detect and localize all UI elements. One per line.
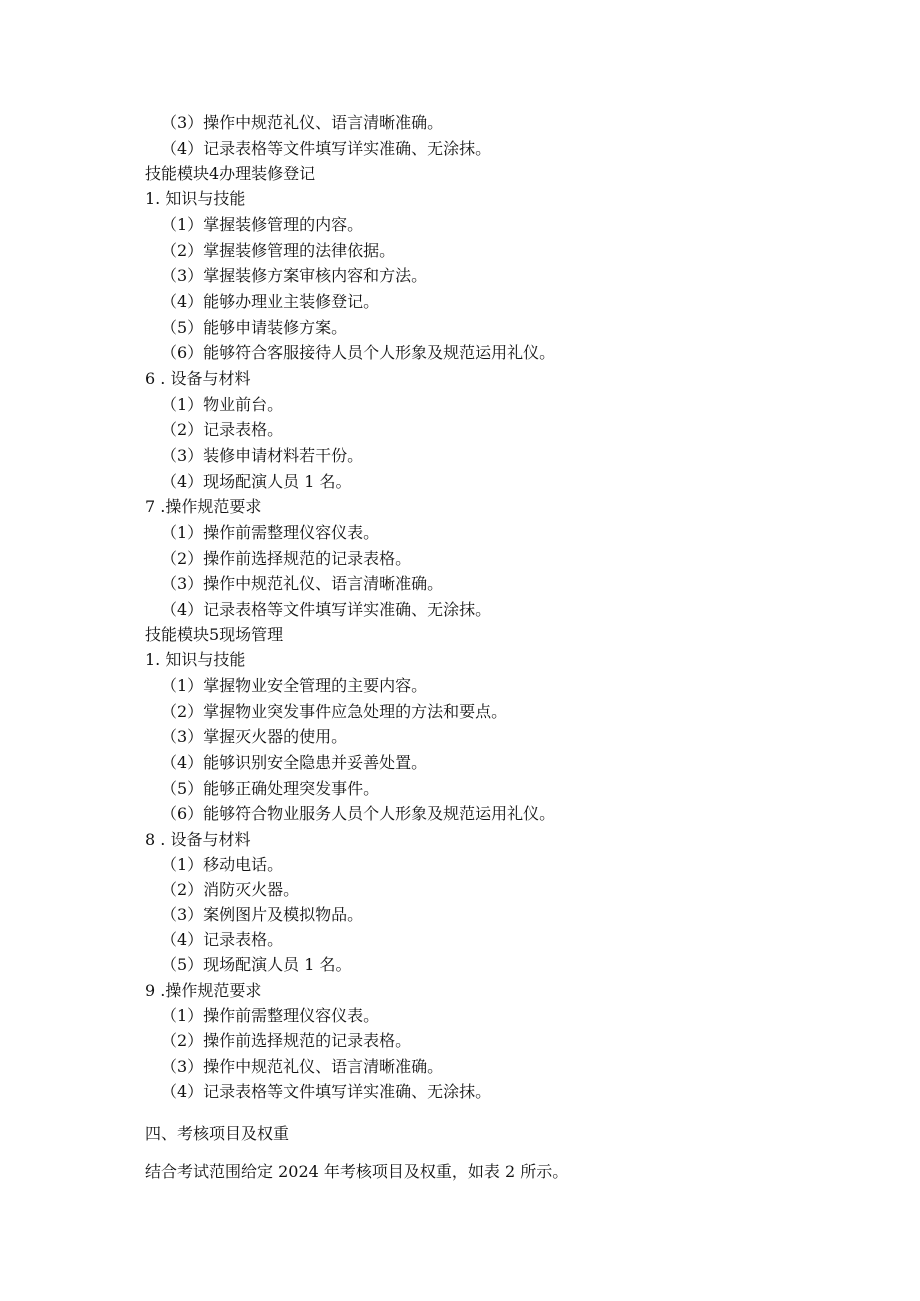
text-line: （1）物业前台。 <box>161 395 284 414</box>
text-line: （4）能够办理业主装修登记。 <box>161 292 380 311</box>
text-line: （4）记录表格等文件填写详实准确、无涂抹。 <box>161 1082 492 1101</box>
text-line: （1）操作前需整理仪容仪表。 <box>161 523 380 542</box>
text-line: （1）移动电话。 <box>161 855 284 874</box>
text-line: （4）现场配演人员 1 名。 <box>161 472 352 491</box>
text-line: （5）现场配演人员 1 名。 <box>161 955 352 974</box>
text-line: （3）操作中规范礼仪、语言清晰准确。 <box>161 574 444 593</box>
subsection-heading: 6 . 设备与材料 <box>145 369 251 388</box>
text-line: （4）能够识别安全隐患并妥善处置。 <box>161 753 428 772</box>
text-line: （4）记录表格等文件填写详实准确、无涂抹。 <box>161 600 492 619</box>
text-line: （2）掌握装修管理的法律依据。 <box>161 241 396 260</box>
text-line: （5）能够正确处理突发事件。 <box>161 779 380 798</box>
text-line: （2）记录表格。 <box>161 420 284 439</box>
text-line: （3）案例图片及模拟物品。 <box>161 905 364 924</box>
subsection-heading: 9 .操作规范要求 <box>145 981 262 1000</box>
module-heading: 技能模块5现场管理 <box>145 625 284 644</box>
text-line: （2）掌握物业突发事件应急处理的方法和要点。 <box>161 702 508 721</box>
text-line: （6）能够符合客服接待人员个人形象及规范运用礼仪。 <box>161 343 556 362</box>
module-heading: 技能模块4办理装修登记 <box>145 164 316 183</box>
subsection-heading: 7 .操作规范要求 <box>145 497 262 516</box>
text-line: （2）消防灭火器。 <box>161 880 300 899</box>
text-line: （3）掌握灭火器的使用。 <box>161 727 348 746</box>
text-line: （2）操作前选择规范的记录表格。 <box>161 549 412 568</box>
subsection-heading: 1. 知识与技能 <box>145 189 246 208</box>
text-line: （5）能够申请装修方案。 <box>161 318 348 337</box>
text-line: （1）操作前需整理仪容仪表。 <box>161 1006 380 1025</box>
text-line: （3）操作中规范礼仪、语言清晰准确。 <box>161 113 444 132</box>
text-line: （3）装修申请材料若干份。 <box>161 446 364 465</box>
text-line: （4）记录表格。 <box>161 930 284 949</box>
subsection-heading: 1. 知识与技能 <box>145 650 246 669</box>
subsection-heading: 8 . 设备与材料 <box>145 830 251 849</box>
section-body: 结合考试范围给定 2024 年考核项目及权重，如表 2 所示。 <box>145 1162 569 1181</box>
text-line: （6）能够符合物业服务人员个人形象及规范运用礼仪。 <box>161 804 556 823</box>
text-line: （1）掌握物业安全管理的主要内容。 <box>161 676 428 695</box>
text-line: （1）掌握装修管理的内容。 <box>161 215 364 234</box>
text-line: （3）操作中规范礼仪、语言清晰准确。 <box>161 1057 444 1076</box>
section-title: 四、考核项目及权重 <box>145 1124 290 1143</box>
text-line: （3）掌握装修方案审核内容和方法。 <box>161 266 428 285</box>
text-line: （4）记录表格等文件填写详实准确、无涂抹。 <box>161 139 492 158</box>
text-line: （2）操作前选择规范的记录表格。 <box>161 1031 412 1050</box>
